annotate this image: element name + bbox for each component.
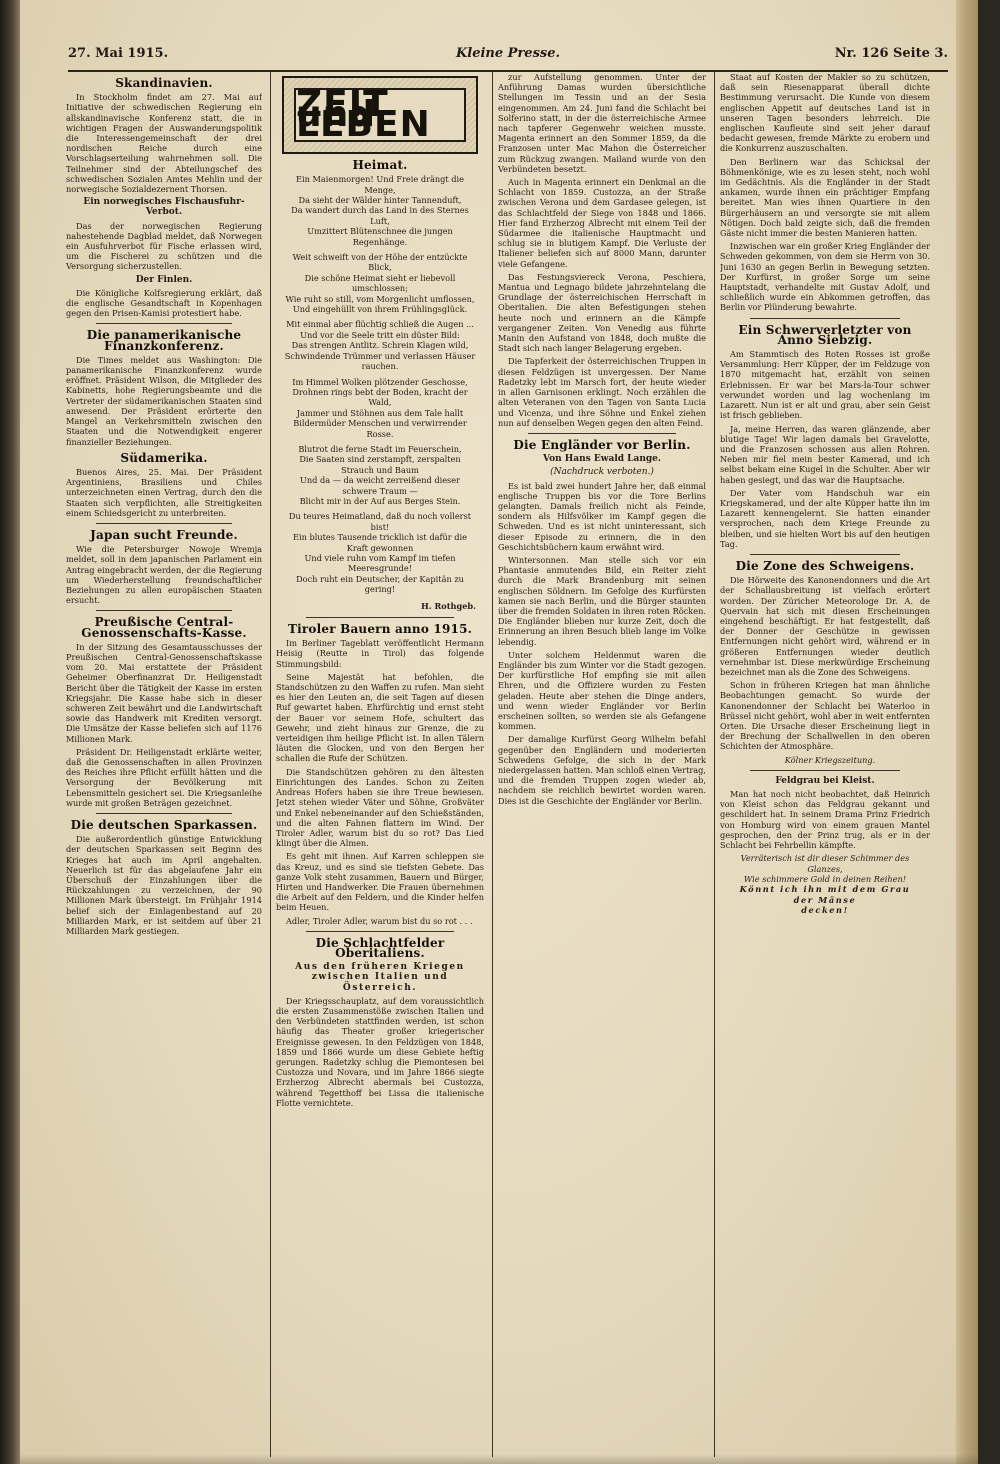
poem-line: Die Saaten sind zerstampft, zerspalten Strauch und Baum <box>299 454 461 475</box>
article-title: Preußische Central-Genossenschafts-Kasse. <box>81 615 247 640</box>
article-title: Ein Schwerverletzter von Anno Siebzig. <box>738 322 912 347</box>
article-text: In Stockholm findet am 27. Mai auf Initiative der schwedischen Regierung ein allskandinavische Konferenz statt, die in wichtigen Fragen der Auswanderungspolitik die Interessengemeinschaft der drei nordischen Reiche durch eine Vorschlagserteilung wahrnehmen soll. Die Teilnehmer sind der Abteilungschef des schwedischen Sozialen Amtes Mehlin und der norwegische Sozialdezernent Thorsen. <box>66 92 262 195</box>
poem-line: Du teures Heimatland, daß du noch vollerst bist! <box>288 511 472 532</box>
zeit-und-leben-masthead <box>282 76 478 154</box>
article-title: Tiroler Bauern anno 1915. <box>288 622 472 637</box>
poem-line: Drohnen rings bebt der Boden, kracht der Wald, <box>292 386 468 408</box>
column-2 <box>276 72 484 1457</box>
article-text: Den Berlinern war das Schicksal der Böhmenkönige, wie es zu lesen steht, noch wohl im Gedächtnis. Als die Engländer in der Stadt ankamen, wurde ihnen ein prächtiger Empfang bereitet. Man wies ihnen Quartiere in den Bürgerhäusern an und versorgte sie mit allem Nötigen. Doch bald zeigte sich, daß die fremden Gäste nicht immer die besten Manieren hatten. <box>720 156 930 239</box>
article-title: Südamerika. <box>120 450 208 465</box>
header-date: 27. Mai 1915. <box>68 46 169 61</box>
article-text: Staat auf Kosten der Makler so zu schützen, daß sein Riesenapparat überall dichte Bestimmung verursacht. Die Kunde von diesem englischen Appetit auf deutsches Land ist in unseren Tagen besonders lehrreich. Die englischen Kaufleute sind seit jeher darauf bedacht gewesen, fremde Märkte zu erobern und die Konkurrenz auszuschalten. <box>720 72 930 154</box>
article-text: Das Festungsviereck Verona, Peschiera, Mantua und Legnago bildete jahrzehntelang die Grundlage der österreichischen Herrschaft in Oberitalien. Die alten Befestigungen stehen heute noch und erinnern an die Kämpfe vergangener Zeiten. Von Venedig aus führte Manin den Aufstand von 1848, doch mußte die Stadt sich nach langer Belagerung ergeben. <box>498 271 706 354</box>
poem-line: Und da — da weicht zerreißend dieser schwere Traum — <box>299 475 461 496</box>
article-text: Die außerordentlich günstige Entwicklung der deutschen Sparkassen seit Beginn des Krieges hat auch im April angehalten. Neuerlich ist für das abgelaufene Jahr ein Überschuß der Einzahlungen über die Rückzahlungen zu verzeichnen, der 90 Millionen Mark übersteigt. Im Frühjahr 1914 belief sich der Einlagenbestand auf 20 Milliarden Mark, er ist seitdem auf über 21 Milliarden Mark gestiegen. <box>66 834 262 937</box>
column-3 <box>498 72 706 1457</box>
page-block-edge <box>956 0 978 1464</box>
article-text: Die Hörweite des Kanonendonners und die Art der Schallausbreitung ist vielfach erörtert worden. Der Züricher Meteorologe Dr. A. de Quervain hat sich mit diesen Erscheinungen eingehend beschäftigt. Er hat festgestellt, daß der Donner der Geschütze in gewissen Entfernungen nicht gehört wird, während er in größeren Entfernungen wieder deutlich vernehmbar ist. Diese merkwürdige Erscheinung bezeichnet man als die Zone des Schweigens. <box>720 575 930 677</box>
separator <box>96 610 232 611</box>
article-text: Man hat noch nicht beobachtet, daß Heinrich von Kleist schon das Feldgrau gekannt und geschildert hat. In seinem Drama Prinz Friedrich von Homburg wird von einem grauen Mantel gesprochen, den der Prinz trug, als er in der Schlacht bei Fehrbellin kämpfte. <box>720 789 930 851</box>
verse-line: Könnt ich ihn mit dem Grau der Mänse <box>739 884 911 905</box>
article-text: Am Stammtisch des Roten Rosses ist große Versammlung: Herr Küpper, der im Feldzuge von 1870 mitgemacht hat, erzählt von seinen Erlebnissen. Er war bei Mars-la-Tour schwer verwundet worden und lag wochenlang im Lazarett. Nun ist er alt und grau, aber sein Geist ist frisch geblieben. <box>720 349 930 421</box>
column-rule <box>492 72 493 1457</box>
article-text: In der Sitzung des Gesamtausschusses der Preußischen Central-Genossenschaftskasse vom 20. Mai erstattete der Präsident Geheimer Oberfinanzrat Dr. Heiligenstadt Bericht über die Tätigkeit der Kasse im ersten Kriegsjahr. Die Kasse habe sich in dieser schweren Zeit bewährt und die Landwirtschaft sowie das Handwerk mit Krediten versorgt. Die Umsätze der Kasse beliefen sich auf 1176 Millionen Mark. <box>66 641 262 744</box>
article-subtitle: Aus den früheren Kriegen zwischen Italien und Österreich. <box>295 962 465 993</box>
page-header <box>68 42 948 72</box>
column-rule <box>714 72 715 1457</box>
poem-title: Heimat. <box>352 158 408 172</box>
separator <box>96 813 232 814</box>
article-title: Die Schlachtfelder Oberitaliens. <box>315 935 445 960</box>
article-text: Die Times meldet aus Washington: Die panamerikanische Finanzkonferenz wurde eröffnet. Präsident Wilson, die Mitglieder des Kabinetts, hohe Regierungsbeamte und die Vertreter der südamerikanischen Staaten sind anwesend. Der Präsident erörterte den Mangel an Verkehrsmitteln zwischen den Staaten und die Notwendigkeit engerer finanzieller Beziehungen. <box>66 354 262 447</box>
article-text: Präsident Dr. Heiligenstadt erklärte weiter, daß die Genossenschaften in allen Provinzen des Reiches ihre Pflicht erfüllt hätten und die Versorgung der Bevölkerung mit Lebensmitteln gesichert sei. Die Kriegsanleihe wurde mit großen Beträgen gezeichnet. <box>66 746 262 808</box>
reprint-note: (Nachdruck verboten.) <box>550 467 654 478</box>
article-text: Schon in früheren Kriegen hat man ähnliche Beobachtungen gemacht. So wurde der Kanonendonner der Schlacht bei Waterloo in Brüssel nicht gehört, wohl aber in weit entfernten Orten. Die Ursache dieser Erscheinung liegt in der Brechung der Schallwellen in den oberen Schichten der Atmosphäre. <box>720 680 930 752</box>
masthead-title: ZEIT und LEBEN <box>294 88 466 142</box>
article-subtitle: Ein norwegisches Fischausfuhr-Verbot. <box>83 197 245 218</box>
verse-line: decken! <box>801 905 849 916</box>
poem-line: Umzittert Blütenschnee die jungen Regenhänge. <box>307 226 453 247</box>
article-text: Inzwischen war ein großer Krieg Engländer der Schweden gekommen, von dem sie Herrn von 30. Juni 1630 an gegen Berlin in Bewegung setzten. Der Kurfürst, in großer Sorge um seine Hauptstadt, verhandelte mit Gustav Adolf, und schließlich wurde ein Abkommen getroffen, das Berlin vor Plünderung bewahrte. <box>720 241 930 313</box>
article-text: Es ist bald zwei hundert Jahre her, daß einmal englische Truppen bis vor die Tore Berlins gelangten. Damals freilich nicht als Feinde, sondern als Hilfsvölker im Kampf gegen die Schweden. Und es ist nicht uninteressant, sich dieser Episode zu erinnern, die in den Geschichtsbüchern kaum erwähnt wird. <box>498 480 706 552</box>
poem-line: Bildermüder Menschen und verwirrender Rosse. <box>293 418 467 439</box>
article-text: Es geht mit ihnen. Auf Karren schleppen sie das Kreuz, und es sind sie tiefsten Gebete. Das ganze Volk steht zusammen, Bauern und Bürger, Hirten und Handwerker. Die Frauen übernehmen die Arbeit auf den Feldern, und die Kinder helfen beim Heuen. <box>276 851 484 913</box>
poem-line: Blutrot die ferne Stadt im Feuerschein, <box>298 443 462 454</box>
separator <box>306 931 454 932</box>
verse-line: Verräterisch ist dir dieser Schimmer des Glanzes, <box>740 853 910 874</box>
poem-line: Mit einmal aber flüchtig schließ die Augen ... <box>286 319 474 330</box>
article-text: Der Vater vom Handschuh war ein Kriegskamerad, und der alte Küpper hatte ihn im Lazarett kennengelernt. Sie hatten einander versprochen, nach dem Kriege Freunde zu bleiben, und sie hielten Wort bis auf den heutigen Tag. <box>720 487 930 549</box>
article-text: Unter solchem Heldenmut waren die Engländer bis zum Winter vor die Stadt gezogen. Der kurfürstliche Hof empfing sie mit allen Ehren, und die Offiziere wurden zu Festen geladen. Heute aber stehen die Dinge anders, und wenn wieder Engländer vor Berlin erscheinen sollten, so werden sie als Gefangene kommen. <box>498 649 706 732</box>
article-text: Die Standschützen gehören zu den ältesten Einrichtungen des Landes. Schon zu Zeiten Andreas Hofers haben sie ihre Treue bewiesen. Jetzt stehen wieder Väter und Söhne, Großväter und Enkel nebeneinander auf den Schießständen, und die alten Fahnen flattern im Wind. Der Tiroler Adler, warum bist du so rot? Das Lied klingt über die Almen. <box>276 766 484 849</box>
article-text: Wie die Petersburger Nowoje Wremja meldet, soll in dem japanischen Parlament ein Antrag eingebracht werden, der die Regierung um Wiederherstellung freundschaftlicher Beziehungen zu allen europäischen Staaten ersucht. <box>66 544 262 606</box>
poem-line: Weit schweift von der Höhe der entzückte Blick, <box>292 252 468 273</box>
separator <box>528 433 676 434</box>
poem-line: Jammer und Stöhnen aus dem Tale hallt <box>296 407 464 418</box>
article-title: Japan sucht Freunde. <box>90 527 238 542</box>
article-title: Die Zone des Schweigens. <box>735 558 915 573</box>
poem-line: Da wandert durch das Land in des Sternes Luft, <box>291 205 469 226</box>
poem-line: Ein blutes Tausende tricklich ist dafür die Kraft gewonnen <box>293 532 467 553</box>
poem-line: Die schöne Heimat sieht er liebevoll umschlossen; <box>304 272 456 294</box>
poem-line: Das strengen Antlitz. Schrein Klagen wild, <box>291 340 469 351</box>
article-text: Seine Majestät hat befohlen, die Standschützen zu den Waffen zu rufen. Man sieht es hier den Leuten an, die seit Tagen auf diesen Ruf gewartet haben. Ehrfürchtig und ernst steht der Bauer vor seinem Hofe, schultert das Gewehr, und zieht hinaus zur Grenze, die zu verteidigen ihm heilige Pflicht ist. In allen Tälern läuten die Glocken, und von den Bergen her schallen die Rufe der Schützen. <box>276 671 484 764</box>
article-text: Der damalige Kurfürst Georg Wilhelm befahl gegenüber den Engländern und moderierten Schwedens Gefolge, die sich in der Mark niedergelassen hatten. Man schloß einen Vertrag, und die fremden Truppen zogen wieder ab, nachdem sie reichlich bewirtet worden waren. Dies ist die Geschichte der Engländer vor Berlin. <box>498 734 706 806</box>
verse-line: Wie schimmere Gold in deinen Reihen! <box>743 874 907 885</box>
article-text: Wintersonnen. Man stelle sich vor ein Phantasie anmutendes Bild, ein Reiter zieht durch die Mark Brandenburg mit seinen englischen Söldnern. Im Gefolge des Kurfürsten kamen sie nach Berlin, und die Bürger staunten über die fremden Soldaten in ihren roten Röcken. Die Engländer blieben nur kurze Zeit, doch die Erinnerung an ihren Besuch blieb lange im Volke lebendig. <box>498 554 706 647</box>
article-title: Die deutschen Sparkassen. <box>70 818 258 832</box>
article-text: Der Kriegsschauplatz, auf dem voraussichtlich die ersten Zusammenstöße zwischen Italien und den Verbündeten stattfinden werden, ist schon häufig das Theater großer kriegerischer Ereignisse gewesen. In den Feldzügen von 1848, 1859 und 1866 wurde um diese Gebiete heftig gerungen. Radetzky schlug die Piemontesen bei Custozza und Novara, und im Jahre 1866 siegte Erzherzog Albrecht abermals bei Custozza, während Tegetthoff bei Lissa die italienische Flotte vernichtete. <box>276 995 484 1108</box>
article-title: Die Engländer vor Berlin. <box>513 437 691 452</box>
article-text: Die Königliche Kolfsregierung erklärt, daß die englische Gesandtschaft in Kopenhagen gegen den Prisen-Kamisi protestiert habe. <box>66 287 262 319</box>
poem-line: Wie ruht so still, vom Morgenlicht umflossen, <box>285 293 475 304</box>
header-page-number: Nr. 126 Seite 3. <box>834 46 948 61</box>
article-title: Die panamerikanische Finanzkonferenz. <box>86 328 242 353</box>
poem-line: Schwindende Trümmer und verlassen Häuser rauchen. <box>284 350 476 372</box>
article-text: Adler, Tiroler Adler, warum bist du so rot . . . <box>286 915 473 926</box>
column-4 <box>720 72 930 1457</box>
poem-line: Ein Maienmorgen! Und Freie drängt die Menge, <box>295 174 464 195</box>
separator <box>750 318 900 319</box>
poem-line: Blicht mir in der Auf aus Berges Stein. <box>299 495 461 506</box>
book-binding <box>0 0 20 1464</box>
newspaper-page <box>20 0 978 1464</box>
separator <box>96 523 232 524</box>
article-title: Feldgrau bei Kleist. <box>775 775 875 786</box>
article-text: zur Aufstellung genommen. Unter der Anführung Damas wurden übersichtliche Stellungen im Tessin und an der Sesia eingenommen. Am 24. Juni fand die Schlacht bei Solferino statt, in der die österreichische Armee nach tapferer Gegenwehr weichen musste. Magenta erinnert an den Sommer 1859, da die Franzosen unter Mac Mahon die Österreicher zum Rückzug zwangen. Mailand wurde von den Verbündeten besetzt. <box>498 72 706 174</box>
poem-line: Da sieht der Wälder hinter Tannenduft, <box>298 195 462 206</box>
column-rule <box>270 72 271 1457</box>
header-newspaper-title: Kleine Presse. <box>455 46 561 61</box>
previous-page-edge <box>20 40 46 1420</box>
poem-signature: H. Rothgeb. <box>421 600 476 611</box>
article-text: Die Tapferkeit der österreichischen Truppen in diesen Feldzügen ist unvergessen. Der Name Radetzky lebt im Marsch fort, der heute wieder in allen Garnisonen erklingt. Noch erzählen die alten Veteranen von den Tagen von Santa Lucia und Vicenza, und ihre Söhne und Enkel ziehen nun auf denselben Wegen gegen den alten Feind. <box>498 356 706 428</box>
article-text: Im Berliner Tageblatt veröffentlicht Hermann Heisig (Reutte in Tirol) das folgende Stimmungsbild: <box>276 638 484 669</box>
article-text: Auch in Magenta erinnert ein Denkmal an die Schlacht von 1859. Custozza, an der Straße zwischen Verona und dem Gardasee gelegen, ist das Schlachtfeld der Siege von 1848 und 1866. Hier fand Erzherzog Albrecht mit einem Teil der Südarmee die italienische Hauptmacht und schlug sie in blutigem Kampf. Die Verluste der Italiener beliefen sich auf 8000 Mann, darunter viele Gefangene. <box>498 177 706 269</box>
article-text: Buenos Aires, 25. Mai. Der Präsident Argentiniens, Brasiliens und Chiles unterzeichneten einen Vertrag, durch den die Staaten sich verpflichten, alle Streitigkeiten einem Schiedsgericht zu unterbreiten. <box>66 466 262 518</box>
poem-line: Und vor die Seele tritt ein düster Bild: <box>300 329 460 340</box>
separator <box>750 554 900 555</box>
article-text: Ja, meine Herren, das waren glänzende, aber blutige Tage! Wir lagen damals bei Gravelotte, und die Franzosen schossen aus allen Rohren. Neben mir fiel mein bester Kamerad, und ich selbst bekam eine Kugel in die Schulter. Aber wir haben gesiegt, und das war die Hauptsache. <box>720 423 930 485</box>
separator <box>750 770 900 771</box>
article-author: Von Hans Ewald Lange. <box>542 454 662 465</box>
poem-line: Doch ruht ein Deutscher, der Kapitän zu gering! <box>296 573 464 595</box>
article-title: Skandinavien. <box>115 76 213 90</box>
page-shadow <box>20 1454 978 1464</box>
article-source: Kölner Kriegszeitung. <box>784 754 876 765</box>
separator <box>306 617 454 618</box>
poem-line: Und eingehüllt von ihrem Frühlingsglück. <box>292 304 468 315</box>
article-subtitle: Der Finlen. <box>135 274 193 285</box>
poem-body <box>284 174 476 594</box>
article-text: Das der norwegischen Regierung nahestehende Dagblad meldet, daß Norwegen ein Ausfuhrverbot für Fische erlassen wird, um die Fischerei zu schützen und die Versorgung sicherzustellen. <box>66 220 262 272</box>
poem-line: Im Himmel Wolken plötzender Geschosse, <box>292 376 468 387</box>
column-1 <box>66 72 262 1457</box>
separator <box>96 323 232 324</box>
poem-line: Und viele ruhn vom Kampf im tiefen Meeresgrunde! <box>304 553 456 574</box>
